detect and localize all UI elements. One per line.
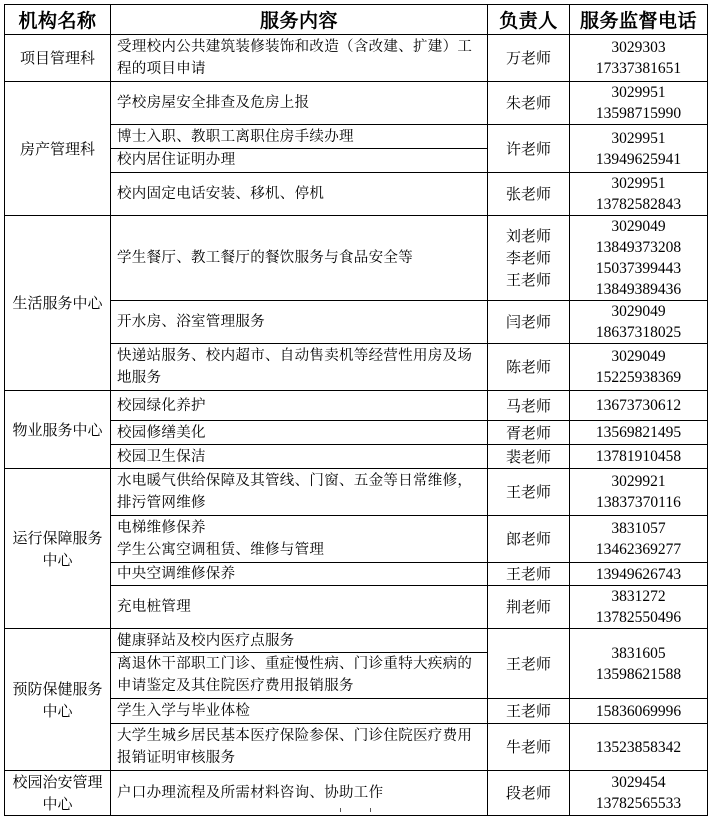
table-row — [5, 469, 708, 516]
service-cell: 博士入职、教职工离职住房手续办理 校内居住证明办理 — [111, 125, 488, 173]
phone-cell: 3029951 13949625941 — [570, 125, 708, 173]
service-cell: 校园卫生保洁 — [111, 445, 488, 469]
service-cell: 快递站服务、校内超市、自动售卖机等经营性用房及场地服务 — [111, 344, 488, 391]
person-cell: 王老师 — [488, 469, 570, 516]
table-row — [5, 445, 708, 469]
person-cell: 王老师 — [488, 699, 570, 724]
phone-cell: 3831272 13782550496 — [570, 586, 708, 629]
person-cell: 王老师 — [488, 563, 570, 586]
person-cell: 牛老师 — [488, 724, 570, 771]
phone-cell: 15836069996 — [570, 699, 708, 724]
phone-cell: 13673730612 — [570, 391, 708, 421]
service-cell: 水电暖气供给保障及其管线、门窗、五金等日常维修，排污管网维修 — [111, 469, 488, 516]
table-header-row — [5, 5, 708, 35]
phone-cell: 3029049 18637318025 — [570, 301, 708, 344]
table-row — [5, 629, 708, 699]
table-row — [5, 301, 708, 344]
person-cell: 张老师 — [488, 173, 570, 216]
table-row — [5, 586, 708, 629]
phone-cell: 13569821495 — [570, 421, 708, 445]
person-cell: 朱老师 — [488, 82, 570, 125]
person-cell: 胥老师 — [488, 421, 570, 445]
phone-cell: 3029951 13782582843 — [570, 173, 708, 216]
person-cell: 闫老师 — [488, 301, 570, 344]
table-row — [5, 125, 708, 173]
column-tick — [370, 808, 371, 812]
header-service: 服务内容 — [111, 5, 488, 35]
person-cell: 马老师 — [488, 391, 570, 421]
service-cell: 校园绿化养护 — [111, 391, 488, 421]
phone-cell: 13781910458 — [570, 445, 708, 469]
phone-cell: 3029454 13782565533 — [570, 771, 708, 816]
service-cell: 中央空调维修保养 — [111, 563, 488, 586]
table-row — [5, 344, 708, 391]
service-cell: 学校房屋安全排查及危房上报 — [111, 82, 488, 125]
dept-cell: 校园治安管理中心 — [5, 771, 111, 816]
phone-cell: 3029921 13837370116 — [570, 469, 708, 516]
column-tick — [340, 808, 341, 812]
service-cell: 开水房、浴室管理服务 — [111, 301, 488, 344]
service-cell: 校园修缮美化 — [111, 421, 488, 445]
service-cell: 大学生城乡居民基本医疗保险参保、门诊住院医疗费用报销证明审核服务 — [111, 724, 488, 771]
service-cell: 学生入学与毕业体检 — [111, 699, 488, 724]
person-cell: 万老师 — [488, 35, 570, 82]
table-row — [5, 516, 708, 563]
service-cell: 校内固定电话安装、移机、停机 — [111, 173, 488, 216]
person-cell: 荆老师 — [488, 586, 570, 629]
service-cell: 受理校内公共建筑装修装饰和改造（含改建、扩建）工程的项目申请 — [111, 35, 488, 82]
service-cell: 充电桩管理 — [111, 586, 488, 629]
phone-cell: 3831605 13598621588 — [570, 629, 708, 699]
table-row — [5, 173, 708, 216]
table-row — [5, 216, 708, 301]
phone-cell: 3029303 17337381651 — [570, 35, 708, 82]
table-row — [5, 391, 708, 421]
table-bottom-edge — [0, 808, 713, 812]
person-cell: 郎老师 — [488, 516, 570, 563]
table-row — [5, 563, 708, 586]
person-cell: 刘老师 李老师 王老师 — [488, 216, 570, 301]
phone-cell: 3831057 13462369277 — [570, 516, 708, 563]
person-cell: 许老师 — [488, 125, 570, 173]
service-cell: 户口办理流程及所需材料咨询、协助工作 — [111, 771, 488, 816]
person-cell: 王老师 — [488, 629, 570, 699]
dept-cell: 项目管理科 — [5, 35, 111, 82]
table-row — [5, 82, 708, 125]
phone-cell: 3029049 13849373208 15037399443 13849389436 — [570, 216, 708, 301]
phone-cell: 3029951 13598715990 — [570, 82, 708, 125]
service-cell: 健康驿站及校内医疗点服务 离退休干部职工门诊、重症慢性病、门诊重特大疾病的申请鉴定及其住院医疗费用报销服务 — [111, 629, 488, 699]
phone-cell: 13949626743 — [570, 563, 708, 586]
table-row — [5, 35, 708, 82]
header-person: 负责人 — [488, 5, 570, 35]
dept-cell: 运行保障服务中心 — [5, 469, 111, 629]
table-row — [5, 724, 708, 771]
service-cell: 学生餐厅、教工餐厅的餐饮服务与食品安全等 — [111, 216, 488, 301]
dept-cell: 物业服务中心 — [5, 391, 111, 469]
phone-cell: 13523858342 — [570, 724, 708, 771]
dept-cell: 预防保健服务中心 — [5, 629, 111, 771]
table-row — [5, 699, 708, 724]
service-cell: 电梯维修保养 学生公寓空调租赁、维修与管理 — [111, 516, 488, 563]
person-cell: 裴老师 — [488, 445, 570, 469]
dept-cell: 房产管理科 — [5, 82, 111, 216]
header-dept: 机构名称 — [5, 5, 111, 35]
dept-cell: 生活服务中心 — [5, 216, 111, 391]
header-phone: 服务监督电话 — [570, 5, 708, 35]
service-table — [4, 4, 707, 816]
person-cell: 段老师 — [488, 771, 570, 816]
person-cell: 陈老师 — [488, 344, 570, 391]
phone-cell: 3029049 15225938369 — [570, 344, 708, 391]
table-row — [5, 421, 708, 445]
